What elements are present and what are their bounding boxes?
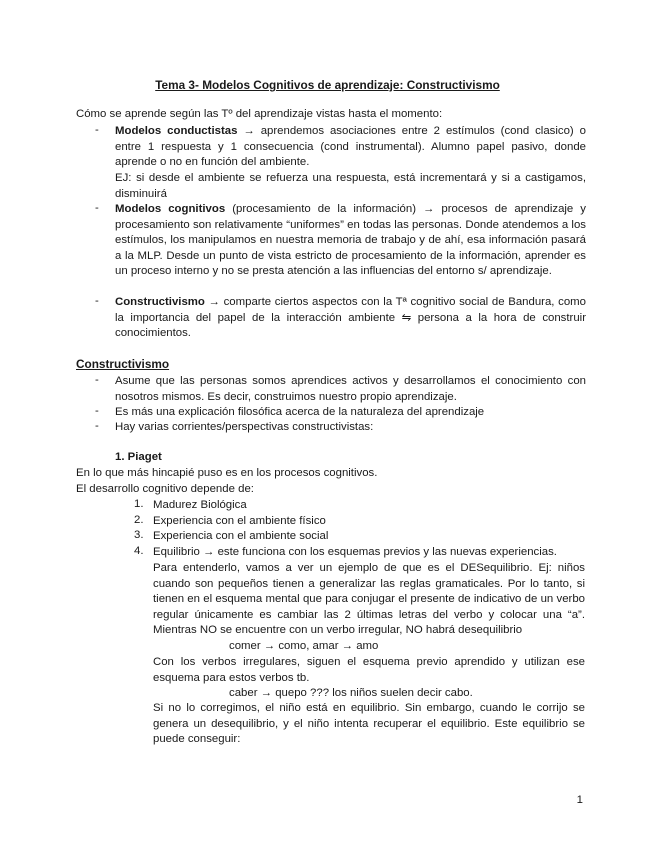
bullet-constructivismo	[115, 295, 586, 342]
page-title: Tema 3- Modelos Cognitivos de aprendizaje: Constructivismo	[155, 78, 500, 92]
intro-text: Cómo se aprende según las Tº del aprendizaje vistas hasta el momento:	[76, 108, 443, 120]
piaget-line: El desarrollo cognitivo depende de:	[76, 483, 254, 495]
bullet-dash: -	[95, 202, 99, 214]
section-heading: Constructivismo	[76, 357, 170, 371]
list-number: 4.	[134, 545, 144, 557]
piaget-paragraph: Si no lo corregimos, el niño está en equilibrio. Sin embargo, cuando le corrijo se genera un desequilibrio, y el niño intenta recuperar el equilibrio. Este equilibrio se puede conseguir:	[153, 702, 585, 746]
bullet-dash: -	[95, 374, 99, 386]
bullet-text: → aprendemos asociaciones entre 2 estímulos (cond clasico) o entre 1 respuesta y 1 consecuencia (cond instrumental). Alumno papel pasivo, donde aprende o no en función del ambiente.	[115, 125, 586, 169]
list-number: 3.	[134, 529, 144, 541]
piaget-heading: 1. Piaget	[115, 451, 162, 463]
piaget-example: caber → quepo ??? los niños suelen decir cabo.	[229, 687, 473, 699]
list-item: Experiencia con el ambiente físico	[153, 515, 326, 527]
bullet-dash: -	[95, 124, 99, 136]
list-number: 1.	[134, 498, 144, 510]
list-number: 2.	[134, 514, 144, 526]
piaget-paragraph: Para entenderlo, vamos a ver un ejemplo de que es el DESequilibrio. Ej: niños cuando son pequeños tienen a generalizar las reglas gramaticales. Por lo tanto, si tienen en el esquema mental que para conjugar el presente de indicativo de un verbo regular únicamente es cambiar las 2 últimas letras del verbo y colocar una “a”. Mientras NO se encuentre con un verbo irregular, NO habrá desequilibrio	[153, 562, 585, 637]
piaget-line: En lo que más hincapié puso es en los procesos cognitivos.	[76, 467, 378, 479]
list-item: Madurez Biológica	[153, 499, 247, 511]
bullet-conductistas	[115, 124, 586, 171]
page-number: 1	[576, 794, 583, 806]
bullet-dash: -	[95, 420, 99, 432]
piaget-example: comer → como, amar → amo	[229, 640, 379, 652]
section-bullet: Es más una explicación filosófica acerca de la naturaleza del aprendizaje	[115, 406, 485, 418]
piaget-paragraph: Con los verbos irregulares, siguen el esquema previo aprendido y utilizan ese esquema para estos verbos tb.	[153, 656, 585, 684]
bullet-term: Modelos cognitivos	[115, 203, 226, 215]
bullet-example: EJ: si desde el ambiente se refuerza una respuesta, está incrementará y si a castigamos, disminuirá	[115, 172, 586, 200]
bullet-term: Modelos conductistas	[115, 125, 238, 137]
list-item: Equilibrio → este funciona con los esquemas previos y las nuevas experiencias.	[153, 546, 557, 558]
bullet-text: → comparte ciertos aspectos con la Tª cognitivo social de Bandura, como la importancia del papel de la interacción ambiente ⇋ persona a la hora de construir conocimientos.	[115, 296, 586, 340]
bullet-dash: -	[95, 405, 99, 417]
section-bullet: Asume que las personas somos aprendices activos y desarrollamos el conocimiento con nosotros mismos. Es decir, construimos nuestro propio aprendizaje.	[115, 375, 586, 403]
bullet-term: Constructivismo	[115, 296, 205, 308]
section-bullet: Hay varias corrientes/perspectivas constructivistas:	[115, 421, 374, 433]
bullet-cognitivos	[115, 202, 586, 280]
list-item: Experiencia con el ambiente social	[153, 530, 329, 542]
bullet-text: (procesamiento de la información) → procesos de aprendizaje y procesamiento son relativamente “uniformes” en todas las personas. Donde atendemos a los estímulos, los manipulamos en nuestra memoria de trabajo y de ahí, esa información pasará a la MLP. Desde un punto de vista estricto de procesamiento de la información, aprender es un proceso interno y no se presta atención a las influencias del entorno s/ aprendizaje.	[115, 203, 586, 278]
bullet-dash: -	[95, 295, 99, 307]
